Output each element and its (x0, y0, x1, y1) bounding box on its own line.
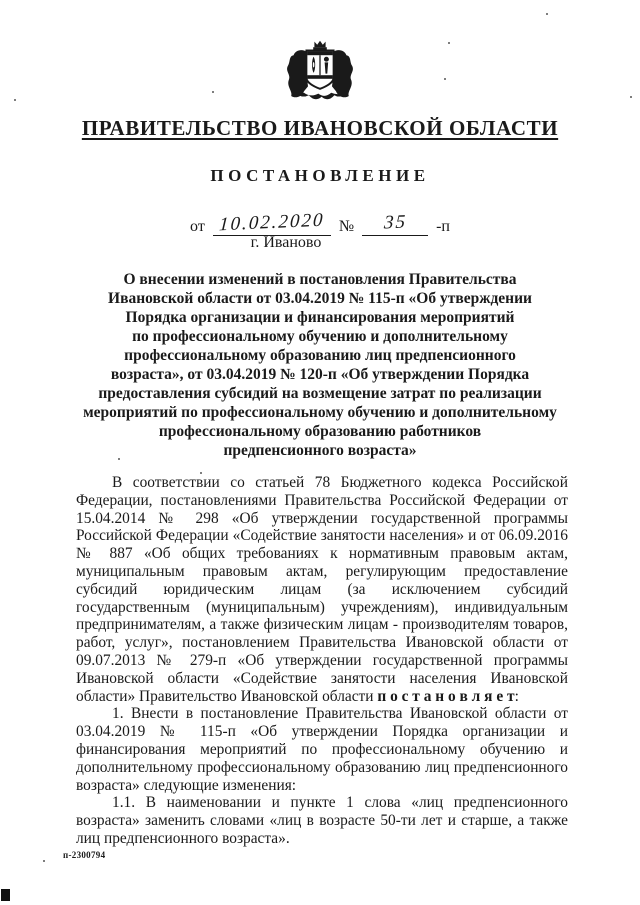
doc-type-title: ПОСТАНОВЛЕНИЕ (210, 166, 430, 185)
title-line: предпенсионного возраста» (223, 442, 417, 459)
preamble-text: В соответствии со статьей 78 Бюджетного кодекса Российской Федерации, постановлениями Правительства Российской Федерации от 15.04.2014 № 298 «Об утверждении государственной программы Российской Федерации «Содействие занятости населения» и от 06.09.2016 № 887 «Об общих требованиях к нормативным правовым актам, муниципальным правовым актам, регулирующим предоставление субсидий юридическим лицам (за исключением субсидий государственным (муниципальным) учреждениям), индивидуальным предпринимателям, а также физическим лицам - производителям товаров, работ, услуг», постановлением Правительства Ивановской области от 09.07.2013 № 279-п «Об утверждении государственной программы Ивановской области «Содействие занятости населения Ивановской области» Правительство Ивановской области (76, 474, 568, 705)
body-text (76, 474, 568, 848)
title-line: по профессиональному обучению и дополнительному (132, 328, 508, 345)
title-line: профессиональному образованию лиц предпенсионного (124, 347, 516, 364)
number-sign-label: № (338, 218, 355, 235)
decree-title (0, 270, 640, 460)
emblem-container (0, 40, 640, 104)
scan-speck (14, 99, 16, 101)
title-line: мероприятий по профессиональному обучению и дополнительному (83, 404, 557, 421)
scan-speck (630, 96, 632, 98)
org-name: ПРАВИТЕЛЬСТВО ИВАНОВСКОЙ ОБЛАСТИ (81, 116, 559, 140)
corner-scan-mark (1, 889, 10, 901)
title-line: предоставления субсидий на возмещение затрат по реализации (98, 385, 542, 402)
title-line: Ивановской области от 03.04.2019 № 115-п «Об утверждении (108, 290, 532, 307)
body-paragraph-item-1: 1. Внести в постановление Правительства Ивановской области от 03.04.2019 № 115-п «Об утверждении Порядка организации и финансирования мероприятий по профессиональному обучению и дополнительному профессиональному образованию лиц предпенсионного возраста» следующие изменения: (76, 705, 568, 794)
date-number-line (0, 209, 640, 236)
number-suffix-label: -п (436, 218, 450, 235)
title-line: О внесении изменений в постановления Правительства (123, 271, 517, 288)
coat-of-arms-icon (279, 40, 361, 104)
date-prefix-label: от (190, 218, 205, 235)
scan-speck (43, 860, 45, 862)
city-name: г. Иваново (250, 234, 322, 251)
number-field (362, 212, 428, 236)
resolution-emphasis: п о с т а н о в л я е т (377, 687, 515, 705)
scan-speck (212, 91, 214, 93)
preamble-colon: : (514, 687, 519, 705)
handwritten-number: 35 (382, 211, 408, 234)
scan-speck (448, 42, 450, 44)
handwritten-date: 10.02.2020 (218, 209, 326, 236)
footer-code: п-2300794 (63, 850, 106, 860)
scan-speck (118, 458, 120, 460)
scan-speck (444, 78, 446, 80)
scan-speck (200, 472, 202, 474)
body-paragraph-preamble (76, 474, 568, 705)
date-field (213, 209, 331, 236)
title-line: Порядка организации и финансирования мероприятий (125, 309, 515, 326)
title-line: профессиональному образованию работников (158, 423, 482, 440)
body-paragraph-item-1-1: 1.1. В наименовании и пункте 1 слова «лиц предпенсионного возраста» заменить словами «лиц в возрасте 50-ти лет и старше, а также лиц предпенсионного возраста». (76, 794, 568, 847)
scan-speck (546, 13, 548, 15)
title-line: возраста», от 03.04.2019 № 120-п «Об утверждении Порядка (110, 366, 530, 383)
